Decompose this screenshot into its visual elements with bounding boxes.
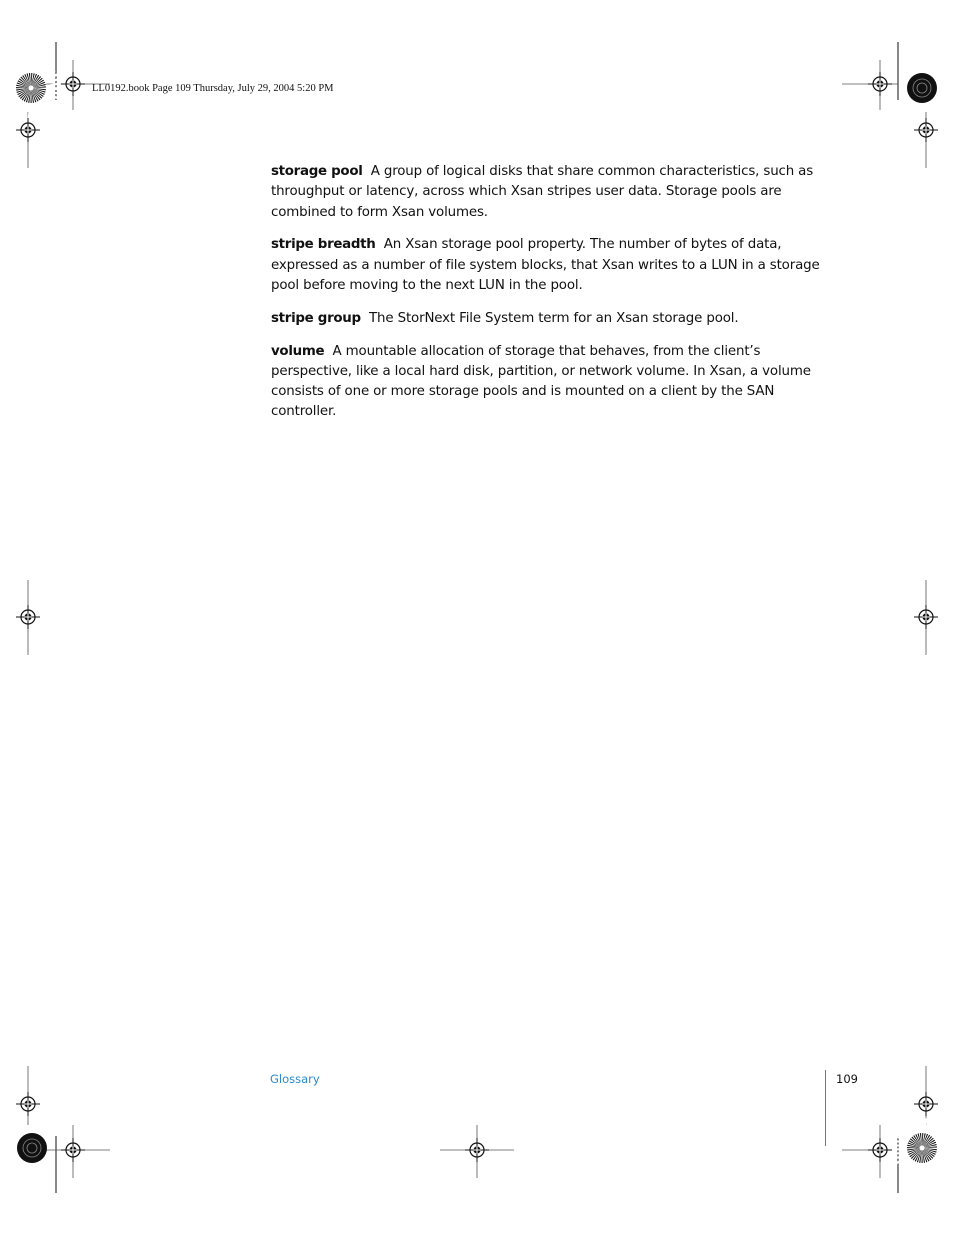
glossary-entries xyxy=(271,162,831,435)
footer-section-title: Glossary xyxy=(270,1072,320,1086)
glossary-entry-volume xyxy=(271,342,831,423)
footer-divider xyxy=(825,1070,826,1146)
glossary-entry-storage-pool xyxy=(271,162,831,223)
glossary-definition: A group of logical disks that share common characteristics, such as throughput or latency, across which Xsan stripes user data. Storage pools are combined to form Xsan volumes. xyxy=(271,164,814,220)
glossary-entry-stripe-breadth xyxy=(271,235,831,296)
glossary-entry-stripe-group xyxy=(271,309,831,329)
glossary-term: stripe group xyxy=(271,310,361,326)
glossary-term: storage pool xyxy=(271,164,363,179)
glossary-definition: The StorNext File System term for an Xsan storage pool. xyxy=(369,310,739,326)
glossary-definition: A mountable allocation of storage that behaves, from the client’s perspective, like a local hard disk, partition, or network volume. In Xsan, a volume consists of one or more storage pools and is mounted on a client by the SAN controller. xyxy=(271,343,811,420)
print-slug: LL0192.book Page 109 Thursday, July 29, 2004 5:20 PM xyxy=(92,83,334,94)
page-number: 109 xyxy=(836,1072,858,1086)
glossary-definition: An Xsan storage pool property. The number of bytes of data, expressed as a number of file system blocks, that Xsan writes to a LUN in a storage pool before moving to the next LUN in the pool. xyxy=(271,237,820,293)
glossary-term: volume xyxy=(271,343,325,359)
glossary-term: stripe breadth xyxy=(271,237,376,253)
